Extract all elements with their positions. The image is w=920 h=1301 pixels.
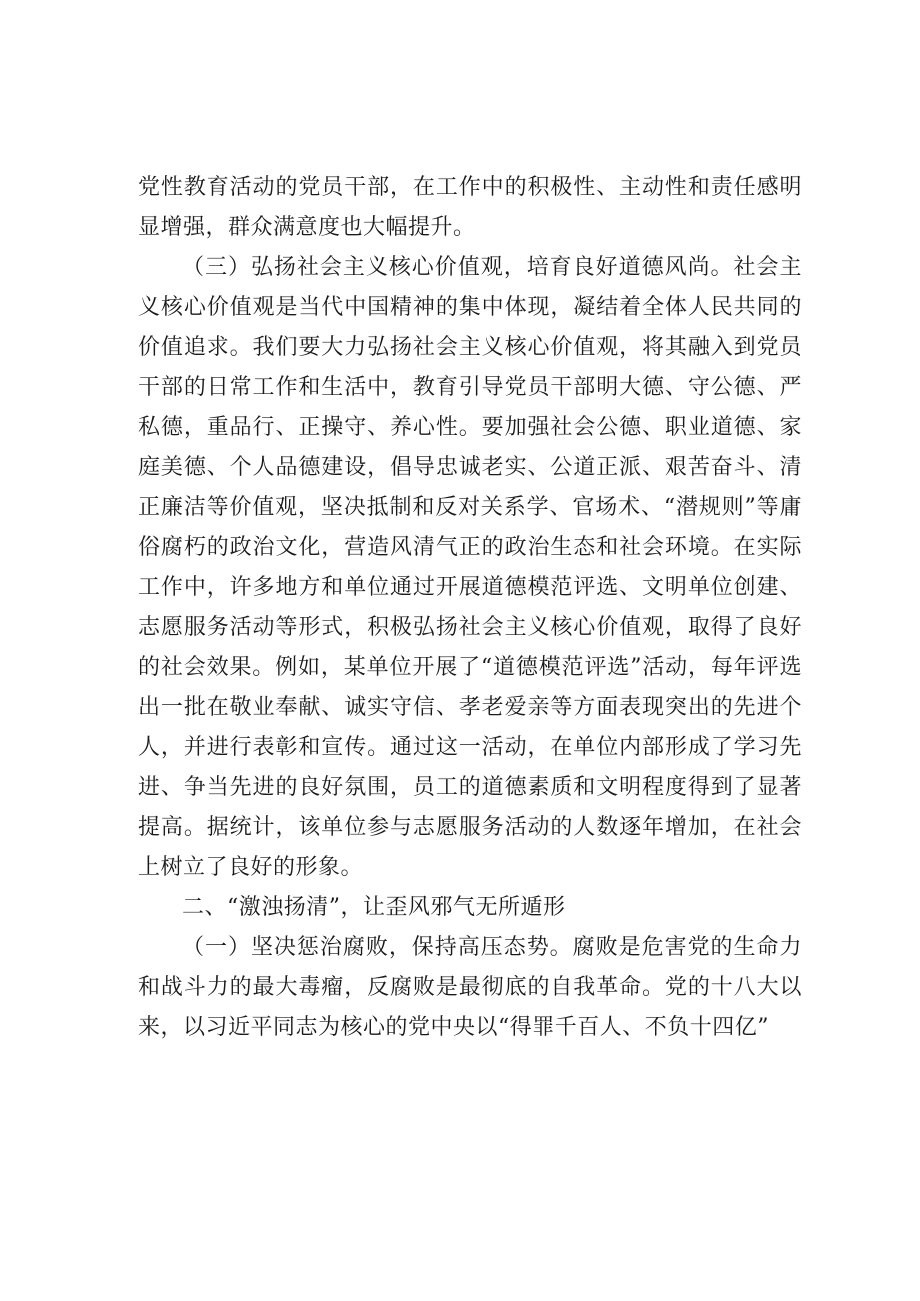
document-body xyxy=(138,168,802,1048)
section-heading-two: 二、“激浊扬清”，让歪风邪气无所遁形 xyxy=(182,895,566,920)
paragraph-core-values: （三）弘扬社会主义核心价值观，培育良好道德风尚。社会主义核心价值观是当代中国精神的集中体现，凝结着全体人民共同的价值追求。我们要大力弘扬社会主义核心价值观，将其融入到党员干部的日常工作和生活中，教育引导党员干部明大德、守公德、严私德，重品行、正操守、养心性。要加强社会公德、职业道德、家庭美德、个人品德建设，倡导忠诚老实、公道正派、艰苦奋斗、清正廉洁等价值观，坚决抵制和反对关系学、官场术、“潜规则”等庸俗腐朽的政治文化，营造风清气正的政治生态和社会环境。在实际工作中，许多地方和单位通过开展道德模范评选、文明单位创建、志愿服务活动等形式，积极弘扬社会主义核心价值观，取得了良好的社会效果。例如，某单位开展了“道德模范评选”活动，每年评选出一批在敬业奉献、诚实守信、孝老爱亲等方面表现突出的先进个人，并进行表彰和宣传。通过这一活动，在单位内部形成了学习先进、争当先进的良好氛围，员工的道德素质和文明程度得到了显著提高。据统计，该单位参与志愿服务活动的人数逐年增加，在社会上树立了良好的形象。 xyxy=(138,255,802,880)
paragraph-party-education-result: 党性教育活动的党员干部，在工作中的积极性、主动性和责任感明显增强，群众满意度也大幅提升。 xyxy=(138,175,802,240)
paragraph-anti-corruption: （一）坚决惩治腐败，保持高压态势。腐败是危害党的生命力和战斗力的最大毒瘤，反腐败是最彻底的自我革命。党的十八大以来，以习近平同志为核心的党中央以“得罪千百人、不负十四亿” xyxy=(138,935,802,1040)
